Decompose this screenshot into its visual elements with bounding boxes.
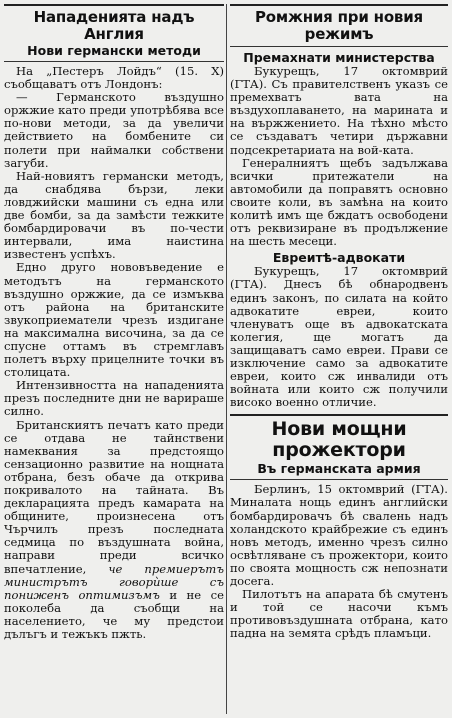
article-paragraph: — Германското въздушно оржжие като преди употрѣбява все по-нови методи, за да увеличи действието на бомбените си полети при наймалки собствени загуби. — [4, 90, 224, 170]
article-lead: На „Пестеръ Лойдъ“ (15. X) съобщаватъ отъ Лондонъ: — [4, 64, 224, 92]
column-divider — [226, 4, 227, 714]
top-rule — [4, 4, 224, 6]
subheadline-jewish-lawyers: Евреитѣ-адвокати — [272, 250, 406, 266]
italic-quote: че премиерътъ министрътъ говорѝше съ пониженъ оптимизъмъ — [4, 561, 224, 602]
headline-romania-new-regime: Ромжния при новия режимъ — [255, 8, 423, 43]
article-paragraph: Букурещъ, 17 октомврий (ГТА). Днесъ бѣ обнародвенъ единъ законъ, по силата на който адвокатите евреи, които членуватъ още въ адвокатската колегия, ще могатъ да защищаватъ само евреи. Прави се изключение само за адвокатите евреи, които сж инвалиди отъ войната или които сж получили високо военно отличие. — [230, 264, 448, 410]
subheadline-german-army: Въ германската армия — [257, 461, 421, 477]
article-paragraph: Интензивността на нападенията презъ последните дни не варираше силно. — [4, 378, 224, 419]
divider — [230, 46, 448, 47]
top-rule — [230, 4, 448, 6]
text-run: Британскиятъ печатъ като преди се отдава не тайнствени намеквания за предстоящо сензационно развитие на нощната отбрана, безъ обаче да открива покривалото на тайната. Въ декларацията предъ камарата на общините, произнесена отъ Чърчилъ презъ последната седмица по въздушната война, направи преди всичко впечатление, — [4, 417, 224, 576]
subheadline-abolished-ministries: Премахнати министерства — [243, 50, 435, 65]
article-paragraph: Едно друго нововъведение е методътъ на германското въздушно оржжие, да се измъква отъ района на британските звукоприематели чрезъ издигане на максимална височина, за да се спусне оттамъ въ стремглавъ полетъ върху прицелните точки въ столицата. — [4, 260, 224, 380]
article-paragraph: Берлинъ, 15 октомврий (ГТА). Миналата нощь единъ английски бомбардировачъ бѣ свалень надъ холандското крайбрежие съ единъ новъ методъ, именно чрезъ силно освѣтляване съ прожектори, които по своята мощность сж непознати досега. — [230, 482, 448, 588]
divider — [230, 479, 448, 480]
section-rule — [230, 414, 448, 416]
left-column — [4, 2, 224, 641]
article-paragraph: Най-новиятъ германски методъ, да снабдява бързи, леки ловджийски машини съ една или две бомби, за да замѣсти тежките бомбардировачи въ по-чести интервали, има наистина известенъ успѣхъ. — [4, 168, 224, 262]
subheadline-german-methods: Нови германски методи — [27, 43, 201, 58]
article-paragraph — [4, 419, 224, 642]
divider — [4, 61, 224, 62]
text-run: и не се поколеба да съобщи на населението, че му предстои дълъгъ и тежъкъ пжть. — [4, 587, 224, 642]
article-paragraph: Пилотътъ на апарата бѣ смутенъ и той се насочи къмъ противовъздушната отбрана, като падна на земята срѣдъ пламъци. — [230, 587, 448, 641]
right-column — [230, 2, 448, 640]
article-paragraph: Букурещъ, 17 октомврий (ГТА). Съ правителственъ указъ се премехватъ вата на въздухоплаването, на марината и на вържжението. На тѣхно мѣсто се създаватъ четири държавни подсекретариата на вой-ката. — [230, 64, 448, 157]
article-paragraph: Генералниятъ щебъ задължава всички притежатели на автомобили да поправятъ основно своите коли, въ замѣна на които колитѣ имъ ще бждатъ освободени отъ реквизиране въ продължение на шесть месеци. — [230, 155, 448, 249]
headline-attacks-on-england: Нападенията надъ Англия — [33, 8, 195, 43]
headline-new-searchlights: Нови мощни прожектори — [271, 418, 407, 462]
